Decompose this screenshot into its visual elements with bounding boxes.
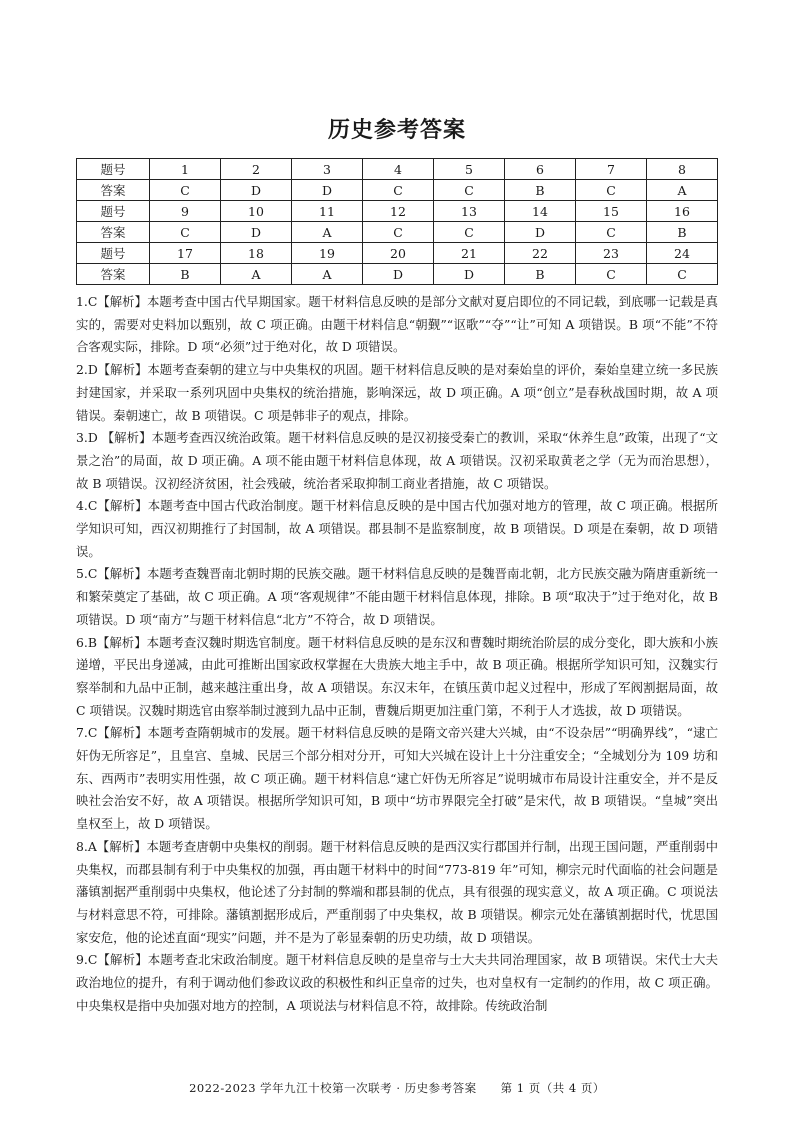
row-label-cell: 答案 [77, 222, 150, 243]
explanation-paragraph: 4.C【解析】本题考查中国古代政治制度。题干材料信息反映的是中国古代加强对地方的管理，故 C 项正确。根据所学知识可知，西汉初期推行了封国制，故 A 项错误。郡县制不是监察制度，故 B 项错误。D 项是在秦朝，故 D 项错误。 [76, 498, 718, 559]
table-cell: C [576, 264, 647, 285]
table-cell: D [363, 264, 434, 285]
explanation-paragraph: 9.C【解析】本题考查北宋政治制度。题干材料信息反映的是皇帝与士大夫共同治理国家，故 B 项错误。宋代士大夫政治地位的提升，有利于调动他们参政议政的积极性和纠正皇帝的过失，也对皇权有一定制约的作用，故 C 项正确。中央集权是指中央加强对地方的控制，A 项说法与材料信息不符，故排除。传统政治制 [76, 952, 718, 1013]
table-cell: D [221, 222, 292, 243]
table-cell: 16 [647, 201, 718, 222]
table-cell: C [150, 180, 221, 201]
table-cell: A [647, 180, 718, 201]
table-cell: D [292, 180, 363, 201]
explanation-paragraph: 3.D 【解析】本题考查西汉统治政策。题干材料信息反映的是汉初接受秦亡的教训，采取“休养生息”政策，出现了“文景之治”的局面，故 D 项正确。A 项不能由题干材料信息体现，故 A 项错误。汉初采取黄老之学（无为而治思想），故 B 项错误。汉初经济贫困，社会残破，统治者采取抑制工商业者措施，故 C 项错误。 [76, 430, 718, 491]
row-label-cell: 答案 [77, 180, 150, 201]
table-cell: D [221, 180, 292, 201]
table-cell: C [363, 222, 434, 243]
explanation-paragraph: 7.C【解析】本题考查隋朝城市的发展。题干材料信息反映的是隋文帝兴建大兴城，由“不设杂居”“明确界线”，“逮亡奸伪无所容足”，且皇宫、皇城、民居三个部分相对分开，可知大兴城在设计上十分注重安全；“全城划分为 109 坊和东、西两市”表明实用性强，故 C 项正确。题干材料信息“逮亡奸伪无所容足”说明城市布局设计注重安全，并不是反映社会治安不好，故 A 项错误。根据所学知识可知，B 项中“坊市界限完全打破”是宋代，故 B 项错误。“皇城”突出皇权至上，故 D 项错误。 [76, 725, 718, 832]
table-cell: C [576, 222, 647, 243]
row-label-cell: 答案 [77, 264, 150, 285]
table-cell: B [505, 264, 576, 285]
table-cell: 23 [576, 243, 647, 264]
table-cell: B [647, 222, 718, 243]
table-cell: C [363, 180, 434, 201]
table-row [77, 180, 718, 201]
row-label-cell: 题号 [77, 201, 150, 222]
table-cell: 2 [221, 159, 292, 180]
table-cell: 14 [505, 201, 576, 222]
explanation-paragraph: 6.B【解析】本题考查汉魏时期选官制度。题干材料信息反映的是东汉和曹魏时期统治阶层的成分变化，即大族和小族递增，平民出身递减，由此可推断出国家政权掌握在大贵族大地主手中，故 B 项正确。根据所学知识可知，汉魏实行察举制和九品中正制，越来越注重出身，故 A 项错误。东汉末年，在镇压黄巾起义过程中，形成了军阀割据局面，故 C 项错误。汉魏时期选官由察举制过渡到九品中正制，曹魏后期更加注重门第，不利于人才选拔，故 D 项错误。 [76, 634, 718, 718]
table-cell: 3 [292, 159, 363, 180]
table-cell: 4 [363, 159, 434, 180]
table-cell: B [505, 180, 576, 201]
table-cell: 6 [505, 159, 576, 180]
table-cell: 8 [647, 159, 718, 180]
table-cell: C [434, 180, 505, 201]
table-row [77, 222, 718, 243]
table-cell: C [647, 264, 718, 285]
table-cell: A [292, 222, 363, 243]
explanation-paragraph: 2.D【解析】本题考查秦朝的建立与中央集权的巩固。题干材料信息反映的是对秦始皇的评价，秦始皇建立统一多民族封建国家，并采取一系列巩固中央集权的统治措施，影响深远，故 D 项正确。A 项“创立”是春秋战国时期，故 A 项错误。秦朝速亡，故 B 项错误。C 项是韩非子的观点，排除。 [76, 362, 718, 423]
table-cell: 24 [647, 243, 718, 264]
table-cell: 10 [221, 201, 292, 222]
explanation-paragraph: 5.C【解析】本题考查魏晋南北朝时期的民族交融。题干材料信息反映的是魏晋南北朝，北方民族交融为隋唐重新统一和繁荣奠定了基础，故 C 项正确。A 项“客观规律”不能由题干材料信息体现，排除。B 项“取决于”过于绝对化，故 B 项错误。D 项“南方”与题干材料信息“北方”不符合，故 D 项错误。 [76, 566, 718, 627]
table-cell: C [576, 180, 647, 201]
table-cell: 1 [150, 159, 221, 180]
table-row [77, 243, 718, 264]
table-cell: 12 [363, 201, 434, 222]
table-row [77, 201, 718, 222]
table-cell: 22 [505, 243, 576, 264]
page-title: 历史参考答案 [327, 117, 466, 143]
explanation-paragraph: 1.C【解析】本题考查中国古代早期国家。题干材料信息反映的是部分文献对夏启即位的不同记载，到底哪一记载是真实的，需要对史料加以甄别，故 C 项正确。由题干材料信息“朝觐”“讴歌”“夺”“让”可知 A 项错误。B 项“不能”不符合客观实际，排除。D 项“必须”过于绝对化，故 D 项错误。 [76, 294, 718, 355]
answer-table [76, 158, 718, 285]
table-cell: 9 [150, 201, 221, 222]
table-row [77, 264, 718, 285]
row-label-cell: 题号 [77, 243, 150, 264]
row-label-cell: 题号 [77, 159, 150, 180]
table-cell: C [150, 222, 221, 243]
table-cell: C [434, 222, 505, 243]
table-cell: 18 [221, 243, 292, 264]
table-cell: 17 [150, 243, 221, 264]
table-cell: B [150, 264, 221, 285]
table-cell: 13 [434, 201, 505, 222]
answer-table-body [77, 159, 718, 285]
table-cell: 11 [292, 201, 363, 222]
page-footer: 2022-2023 学年九江十校第一次联考 · 历史参考答案 第 1 页（共 4 页） [189, 1081, 605, 1095]
table-cell: 19 [292, 243, 363, 264]
table-row [77, 159, 718, 180]
table-cell: D [434, 264, 505, 285]
table-cell: 7 [576, 159, 647, 180]
table-cell: A [292, 264, 363, 285]
table-cell: 5 [434, 159, 505, 180]
table-cell: 15 [576, 201, 647, 222]
table-cell: A [221, 264, 292, 285]
explanation-paragraph: 8.A【解析】本题考查唐朝中央集权的削弱。题干材料信息反映的是西汉实行郡国并行制，出现王国问题，严重削弱中央集权，而郡县制有利于中央集权的加强，再由题干材料中的时间“773-819 年”可知，柳宗元时代面临的社会问题是藩镇割据严重削弱中央集权，他论述了分封制的弊端和郡县制的优点，具有很强的现实意义，故 A 项正确。C 项说法与材料意思不符，可排除。藩镇割据形成后，严重削弱了中央集权，故 B 项错误。柳宗元处在藩镇割据时代，忧思国家安危，他的论述直面“现实”问题，并不是为了彰显秦朝的历史功绩，故 D 项错误。 [76, 838, 718, 945]
table-cell: 21 [434, 243, 505, 264]
table-cell: D [505, 222, 576, 243]
table-cell: 20 [363, 243, 434, 264]
explanations-section [76, 291, 718, 1018]
